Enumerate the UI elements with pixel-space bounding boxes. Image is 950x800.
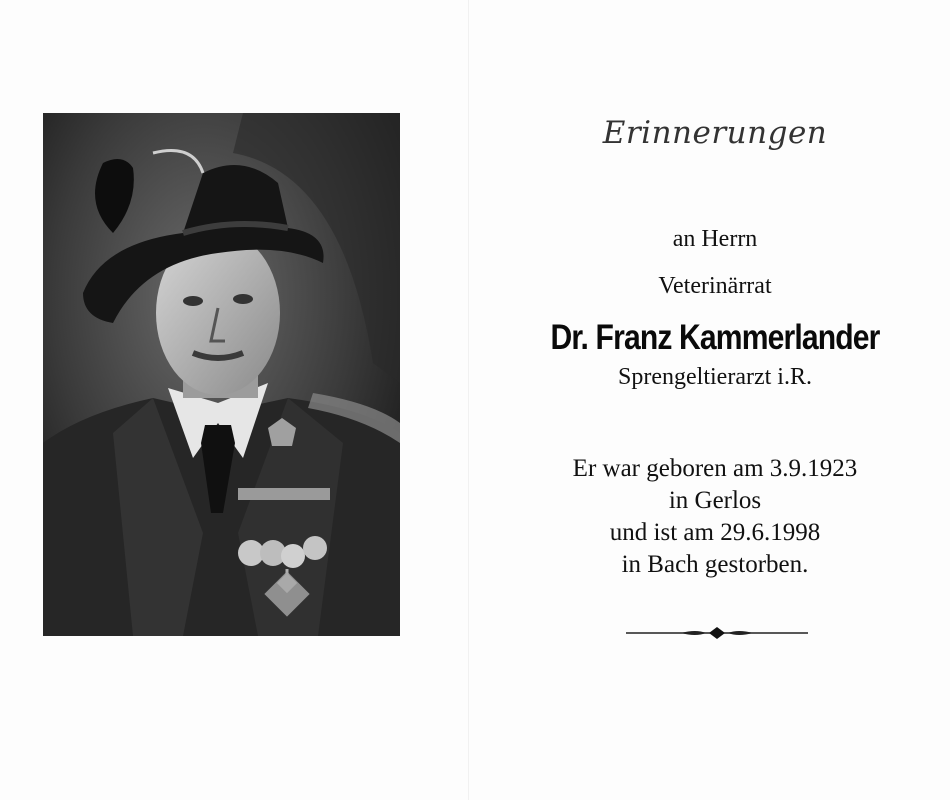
- ornament-divider-icon: [626, 626, 808, 640]
- death-place-line: in Bach gestorben.: [621, 551, 809, 578]
- salutation-text: an Herrn: [672, 226, 758, 252]
- birth-date-line: Er war geboren am 3.9.1923: [572, 455, 858, 482]
- profession-text: Sprengeltierarzt i.R.: [618, 364, 812, 390]
- portrait-image: [43, 113, 400, 636]
- life-dates-block: [480, 453, 950, 581]
- death-date-line: und ist am 29.6.1998: [609, 519, 821, 546]
- portrait-photo: [43, 113, 400, 636]
- card-fold-line: [468, 0, 469, 800]
- honorific-title: Veterinärrat: [658, 273, 772, 299]
- birth-place-line: in Gerlos: [668, 487, 762, 514]
- deceased-name: Dr. Franz Kammerlander: [550, 318, 880, 357]
- card-heading: Erinnerungen: [602, 115, 828, 151]
